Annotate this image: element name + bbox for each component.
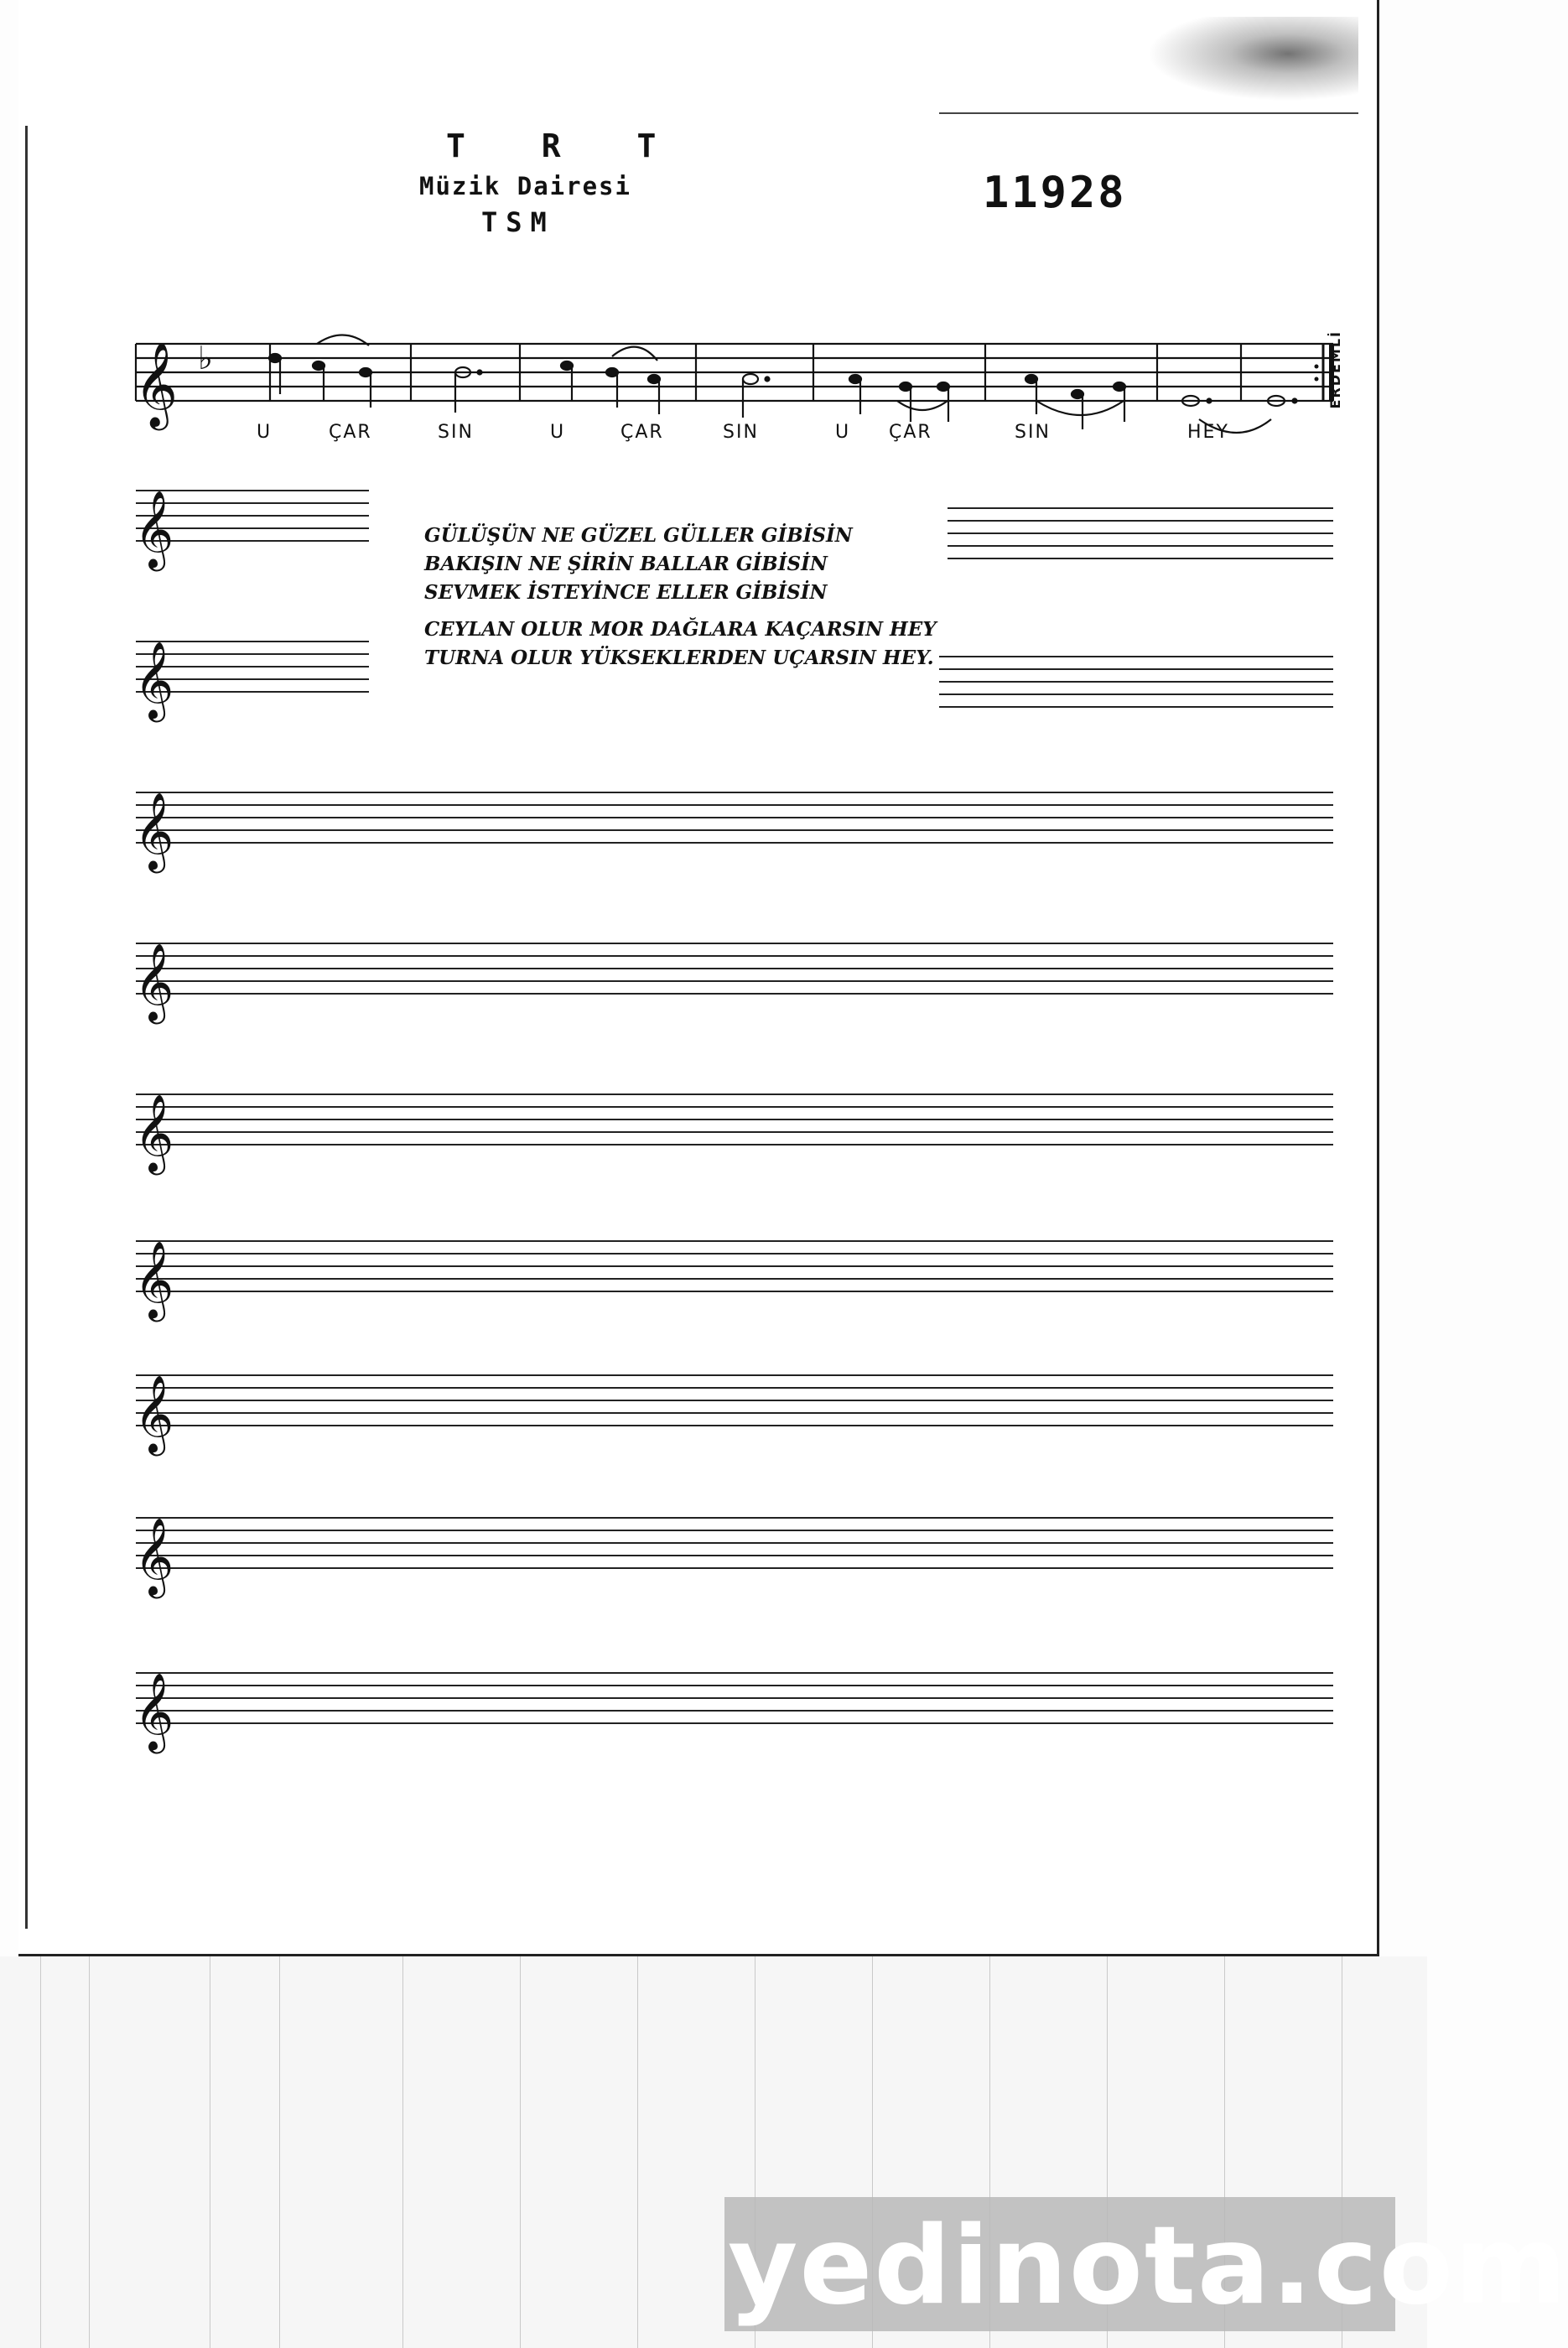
treble-clef-icon: 𝄞 [134, 1374, 174, 1452]
lyric-syllable: U [257, 422, 273, 443]
watermark: yedinota.com [728, 2204, 1568, 2329]
treble-clef-icon: 𝄞 [134, 490, 174, 568]
treble-clef-icon: 𝄞 [134, 1517, 174, 1595]
treble-clef-icon: 𝄞 [134, 641, 174, 719]
slur [897, 401, 948, 410]
treble-clef-icon: 𝄞 [134, 943, 174, 1021]
verse-line: SEVMEK İSTEYİNCE ELLER GİBİSİN [424, 581, 828, 604]
staff-8 [136, 1375, 1333, 1426]
lyric-syllable: ÇAR [889, 422, 932, 443]
treble-clef-icon: 𝄞 [134, 340, 179, 427]
melody-staff [136, 344, 1333, 401]
lyric-syllable: ÇAR [329, 422, 372, 443]
treble-clef-icon: 𝄞 [134, 1672, 174, 1750]
treble-clef-icon: 𝄞 [134, 1093, 174, 1171]
lyric-syllable: SIN [723, 422, 759, 443]
staff-6 [136, 1094, 1333, 1145]
treble-clef-icon: 𝄞 [134, 1240, 174, 1318]
melody-notes [269, 335, 1297, 433]
lyric-syllable: ÇAR [620, 422, 664, 443]
verse-line: GÜLÜŞÜN NE GÜZEL GÜLLER GİBİSİN [424, 524, 853, 547]
staff-9 [136, 1518, 1333, 1568]
lyric-syllable: U [835, 422, 851, 443]
verse-text [424, 522, 937, 673]
verse-line: CEYLAN OLUR MOR DAĞLARA KAÇARSIN HEY [424, 618, 937, 641]
staff-4 [136, 792, 1333, 843]
slur [1036, 401, 1124, 415]
lyric-syllable: SIN [438, 422, 474, 443]
staff-7 [136, 1241, 1333, 1291]
verse-line: BAKIŞIN NE ŞİRİN BALLAR GİBİSİN [424, 553, 828, 575]
lyric-syllable: U [550, 422, 566, 443]
org-name: T R T [446, 127, 685, 164]
repeat-dot [1315, 365, 1319, 369]
flat-sign-icon: ♭ [198, 340, 213, 377]
lyric-syllable: SIN [1015, 422, 1051, 443]
department-stamp: Müzik Dairesi [419, 172, 631, 200]
division-label: TSM [481, 206, 555, 238]
repeat-dot [1315, 377, 1319, 382]
note [743, 374, 758, 384]
treble-clef-icon: 𝄞 [134, 792, 174, 870]
verse-line: TURNA OLUR YÜKSEKLERDEN UÇARSIN HEY. [424, 647, 934, 669]
staff-10 [136, 1673, 1333, 1723]
document-number: 11928 [983, 168, 1127, 218]
staff-5 [136, 943, 1333, 994]
lyric-syllable: HEY [1187, 422, 1229, 443]
composer-name: ERDEMLİ [1327, 330, 1343, 409]
empty-staves [136, 491, 1333, 1723]
